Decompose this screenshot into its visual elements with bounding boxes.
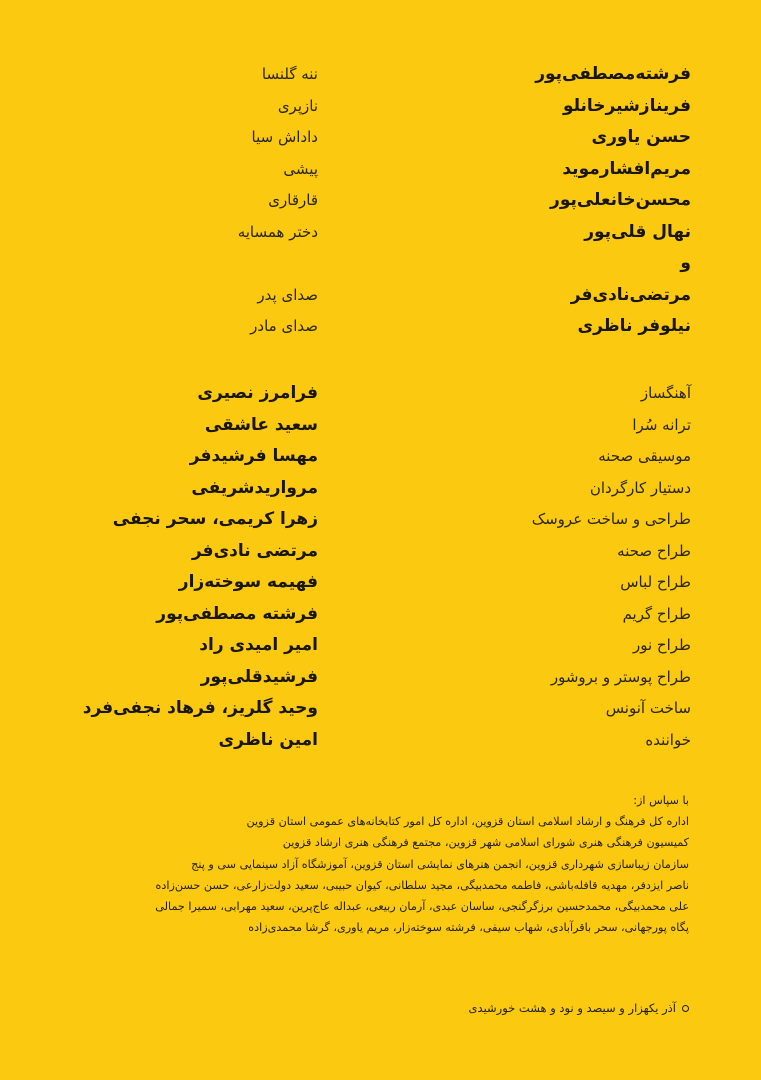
crew-row (71, 630, 691, 662)
crew-role: طراح نور (632, 636, 691, 654)
cast-row (71, 154, 691, 186)
crew-row (71, 473, 691, 505)
actor-name: محسن‌خانعلی‌پور (550, 190, 691, 210)
crew-row (71, 693, 691, 725)
character-role: قارقاری (268, 191, 318, 209)
crew-row (71, 599, 691, 631)
character-role: ننه گلنسا (261, 65, 318, 83)
crew-row (71, 662, 691, 694)
crew-name: فرامرز نصیری (197, 383, 318, 403)
character-role: صدای مادر (250, 317, 318, 335)
crew-role: آهنگساز (640, 384, 691, 402)
actor-name: نهال قلی‌پور (584, 221, 691, 242)
actor-name: نیلوفر ناظری (577, 316, 691, 336)
actor-name: فریناز‌شیرخانلو (562, 95, 691, 116)
crew-name: فرشته مصطفی‌پور (156, 603, 318, 624)
crew-row (71, 567, 691, 599)
circle-bullet-icon (682, 1005, 689, 1012)
acknowledgements-heading: با سپاس از: (633, 794, 689, 807)
crew-name: امین ناظری (218, 729, 318, 750)
crew-row (71, 410, 691, 442)
crew-name: فرشید‌قلی‌پور (200, 666, 318, 687)
date-footer (69, 998, 689, 1018)
crew-name: امیر امیدی راد (199, 635, 318, 655)
acknowledgements (69, 790, 689, 938)
cast-list (71, 59, 691, 343)
acknowledgement-line: علی محمدبیگی، محمدحسین برزگر‌گنجی، ساسان عبدی، آرمان ربیعی، عبداله عاج‌پرین، سعید مهرابی، سمیرا جمالی (155, 900, 689, 914)
crew-role: ساخت آنونس (605, 699, 691, 717)
crew-name: وحید گلریز، فرهاد نجفی‌فرد (82, 698, 318, 718)
crew-role: ترانه سُرا (632, 415, 691, 434)
crew-row (71, 441, 691, 473)
date-text: آذر یکهزار و سیصد و نود و هشت خورشیدی (468, 1001, 676, 1015)
acknowledgement-line: پگاه پورجهانی، سحر باقرآبادی، شهاب سیفی، فرشته سوخته‌زار، مریم یاوری، گرشا محمدی‌زاده (248, 921, 689, 935)
crew-role: موسیقی صحنه (598, 447, 691, 465)
crew-name: مروارید‌شریفی (191, 477, 318, 498)
crew-name: سعید عاشقی (204, 414, 318, 435)
character-role: پیشی (283, 159, 318, 178)
crew-role: خواننده (645, 730, 691, 749)
crew-role: طراحی و ساخت عروسک (531, 510, 691, 528)
crew-row (71, 378, 691, 410)
acknowledgement-line: سازمان زیباسازی شهرداری قزوین، انجمن هنرهای نمایشی استان قزوین، آموزشگاه آزاد سینمایی سی و پنج (191, 857, 689, 871)
cast-row (71, 91, 691, 123)
character-role: دختر همسایه (237, 222, 318, 241)
character-role: نازپری (277, 96, 318, 115)
cast-row (71, 185, 691, 217)
crew-role: طراح صحنه (617, 541, 691, 560)
cast-row (71, 122, 691, 154)
cast-row (71, 311, 691, 343)
crew-row (71, 504, 691, 536)
acknowledgement-line: کمیسیون فرهنگی هنری شورای اسلامی شهر قزوین، مجتمع فرهنگی هنری ارشاد قزوین (282, 836, 689, 850)
conjunction-text: و (680, 253, 691, 273)
crew-list (71, 378, 691, 756)
crew-name: مهسا فرشیدفر (189, 446, 318, 466)
crew-role: طراح پوستر و بروشور (550, 667, 691, 686)
crew-name: فهیمه سوخته‌زار (178, 572, 318, 592)
actor-name: حسن یاوری (591, 127, 691, 147)
actor-name: مریم‌افشارموید (562, 158, 691, 179)
acknowledgement-line: ناصر ایزدفر، مهدیه قافله‌باشی، فاطمه محمدبیگی، مجید سلطانی، کیوان حبیبی، سعید دولت‌زارعی، حسن حسن‌زاده (155, 878, 689, 892)
cast-row (71, 59, 691, 91)
character-role: صدای پدر (257, 285, 318, 304)
character-role: داداش سیا (251, 128, 318, 146)
crew-name: زهرا کریمی، سحر نجفی (112, 509, 318, 529)
crew-name: مرتضی نادی‌فر (191, 540, 318, 561)
acknowledgement-line: اداره کل فرهنگ و ارشاد اسلامی استان قزوین، اداره کل امور کتابخانه‌های عمومی استان قزوین (246, 815, 689, 829)
actor-name: مرتضی‌نادی‌فر (570, 284, 691, 305)
crew-role: طراح لباس (620, 573, 691, 591)
cast-conjunction-row (71, 248, 691, 280)
crew-role: طراح گریم (622, 604, 691, 623)
cast-row (71, 217, 691, 249)
crew-role: دستیار کارگردان (589, 478, 691, 497)
cast-row (71, 280, 691, 312)
actor-name: فرشته‌مصطفی‌پور (535, 64, 691, 84)
crew-row (71, 536, 691, 568)
crew-row (71, 725, 691, 757)
